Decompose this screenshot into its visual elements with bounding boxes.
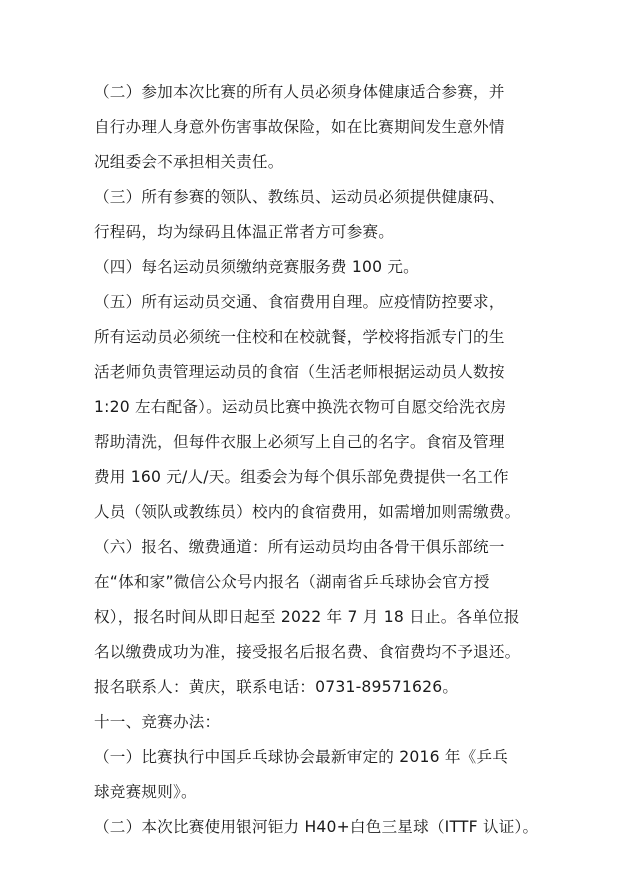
text-line: （五）所有运动员交通、食宿费用自理。应疫情防控要求，	[94, 293, 505, 311]
text-line: 在“体和家”微信公众号内报名（湖南省乒乓球协会官方授	[94, 573, 490, 591]
text-line: 活老师负责管理运动员的食宿（生活老师根据运动员人数按	[94, 363, 505, 381]
text-line: （二）参加本次比赛的所有人员必须身体健康适合参赛，并	[94, 83, 505, 101]
section-heading: 十一、竞赛办法：	[94, 713, 221, 731]
text-line: 所有运动员必须统一住校和在校就餐，学校将指派专门的生	[94, 328, 505, 346]
text-line: （三）所有参赛的领队、教练员、运动员必须提供健康码、	[94, 188, 505, 206]
text-line: 自行办理人身意外伤害事故保险，如在比赛期间发生意外情	[94, 118, 505, 136]
text-line: 1:20 左右配备）。运动员比赛中换洗衣物可自愿交给洗衣房	[94, 398, 507, 416]
text-line: 报名联系人：黄庆，联系电话：0731-89571626。	[94, 678, 459, 696]
text-line: （二）本次比赛使用银河钜力 H40+白色三星球（ITTF 认证）。	[94, 818, 539, 836]
text-line: 人员（领队或教练员）校内的食宿费用，如需增加则需缴费。	[94, 503, 521, 521]
text-line: 况组委会不承担相关责任。	[94, 153, 284, 171]
text-line: （六）报名、缴费通道：所有运动员均由各骨干俱乐部统一	[94, 538, 505, 556]
text-line: 权），报名时间从即日起至 2022 年 7 月 18 日止。各单位报	[94, 608, 520, 626]
text-line: 帮助清洗，但每件衣服上必须写上自己的名字。食宿及管理	[94, 433, 505, 451]
text-line: 行程码，均为绿码且体温正常者方可参赛。	[94, 223, 395, 241]
text-line: 名以缴费成功为准，接受报名后报名费、食宿费均不予退还。	[94, 643, 521, 661]
text-line: （四）每名运动员须缴纳竞赛服务费 100 元。	[94, 258, 419, 276]
text-line: 球竞赛规则》。	[94, 783, 197, 801]
text-line: （一）比赛执行中国乒乓球协会最新审定的 2016 年《乒乓	[94, 748, 509, 766]
text-line: 费用 160 元/人/天。组委会为每个俱乐部免费提供一名工作	[94, 468, 509, 486]
